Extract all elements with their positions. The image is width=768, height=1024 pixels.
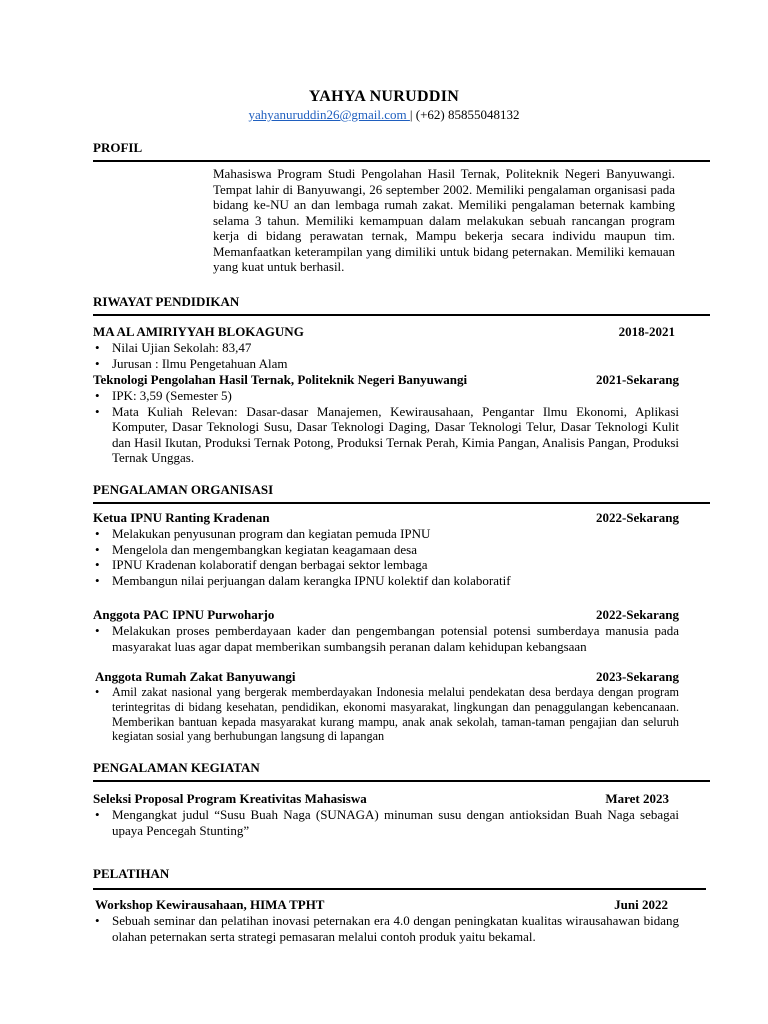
entry-period: 2022-Sekarang <box>595 510 679 525</box>
entry-bullets <box>93 685 679 744</box>
entry-period: 2018-2021 <box>618 324 675 339</box>
entry-period: 2021-Sekarang <box>595 372 679 387</box>
entry-header <box>93 607 679 622</box>
section-title-organisasi: PENGALAMAN ORGANISASI <box>93 482 274 497</box>
entry-period: 2023-Sekarang <box>595 669 679 684</box>
entry-title: Anggota Rumah Zakat Banyuwangi <box>95 669 296 684</box>
list-item: • Amil zakat nasional yang bergerak memberdayakan Indonesia melalui pendekatan desa berdaya dengan program terintegritas di bidang kesehatan, pendidikan, ekonomi masyarakat, lingkungan dan penaggulangan kebencanaan. Memberikan bantuan kepada masyarakat kurang mampu, anak anak sekolah, taman-taman pengajian dan seluruh kegiatan sosial yang berhubungan langsung di lapangan <box>93 685 679 744</box>
list-item: • Sebuah seminar dan pelatihan inovasi peternakan era 4.0 dengan peningkatan kualitas wirausahawan bidang olahan peternakan serta strategi pemasaran melalui contoh produk yaitu bekamal. <box>93 913 679 944</box>
section-divider <box>93 314 710 316</box>
entry-period: Maret 2023 <box>605 791 669 806</box>
entry-title: Workshop Kewirausahaan, HIMA TPHT <box>95 897 325 912</box>
section-title-pendidikan: RIWAYAT PENDIDIKAN <box>93 294 240 309</box>
resume-name: YAHYA NURUDDIN <box>308 88 460 105</box>
entry-bullets <box>93 913 679 944</box>
section-title-pelatihan: PELATIHAN <box>93 866 170 881</box>
list-item: • Mengelola dan mengembangkan kegiatan keagamaan desa <box>93 542 679 558</box>
list-item: • IPK: 3,59 (Semester 5) <box>93 388 679 404</box>
entry-title: Anggota PAC IPNU Purwoharjo <box>93 607 275 622</box>
list-item: • Mengangkat judul “Susu Buah Naga (SUNAGA) minuman susu dengan antioksidan Buah Naga sebagai upaya Pencegah Stunting” <box>93 807 679 838</box>
list-item: • IPNU Kradenan kolaboratif dengan berbagai sektor lembaga <box>93 557 679 573</box>
phone-number: | (+62) 85855048132 <box>409 107 520 122</box>
entry-title: Ketua IPNU Ranting Kradenan <box>93 510 270 525</box>
list-item: • Melakukan penyusunan program dan kegiatan pemuda IPNU <box>93 526 679 542</box>
section-divider <box>93 888 706 890</box>
entry-period: Juni 2022 <box>614 897 668 912</box>
entry-title: Seleksi Proposal Program Kreativitas Mahasiswa <box>93 791 367 806</box>
entry-header <box>93 510 679 525</box>
entry-bullets <box>93 807 679 838</box>
entry-bullets <box>93 388 679 466</box>
profil-text: Mahasiswa Program Studi Pengolahan Hasil Ternak, Politeknik Negeri Banyuwangi. Tempat lahir di Banyuwangi, 26 september 2002. Memiliki pengalaman organisasi pada bidang ke-NU an dan lembaga rumah zakat. Memiliki pengalaman beternak kambing selama 3 tahun. Memiliki kemampuan dalam melakukan sebuah rancangan program kerja di bidang perawatan ternak, Mampu bekerja secara individu maupun tim. Memanfaatkan keterampilan yang dimiliki untuk bidang peternakan. Memiliki kemauan yang kuat untuk berhasil. <box>213 166 675 274</box>
section-divider <box>93 780 710 782</box>
entry-period: 2022-Sekarang <box>595 607 679 622</box>
section-divider <box>93 502 710 504</box>
entry-bullets <box>93 340 679 371</box>
section-title-profil: PROFIL <box>93 140 143 155</box>
entry-title: MA AL AMIRIYYAH BLOKAGUNG <box>93 324 304 339</box>
entry-header <box>93 372 679 387</box>
list-item: • Nilai Ujian Sekolah: 83,47 <box>93 340 679 356</box>
email-link[interactable]: yahyanuruddin26@gmail.com <box>248 107 410 122</box>
section-title-kegiatan: PENGALAMAN KEGIATAN <box>93 760 260 775</box>
entry-header <box>93 324 679 339</box>
entry-header <box>95 897 668 912</box>
entry-header <box>93 791 669 806</box>
entry-bullets <box>93 623 679 654</box>
entry-header <box>95 669 679 684</box>
section-divider <box>93 160 710 162</box>
list-item: • Melakukan proses pemberdayaan kader dan pengembangan potensial potensi sumberdaya manusia pada masyarakat luas agar dapat memberikan sumbangsih peranan dalam kehidupan kebangsaan <box>93 623 679 654</box>
list-item: • Membangun nilai perjuangan dalam kerangka IPNU kolektif dan kolaboratif <box>93 573 679 589</box>
entry-title: Teknologi Pengolahan Hasil Ternak, Politeknik Negeri Banyuwangi <box>93 372 468 387</box>
list-item: • Jurusan : Ilmu Pengetahuan Alam <box>93 356 679 372</box>
list-item: • Mata Kuliah Relevan: Dasar-dasar Manajemen, Kewirausahaan, Pengantar Ilmu Ekonomi, Aplikasi Komputer, Dasar Teknologi Susu, Dasar Teknologi Daging, Dasar Teknologi Telur, Dasar Teknologi Kulit dan Hasil Ikutan, Produksi Ternak Potong, Produksi Ternak Perah, Kimia Pangan, Analisis Pangan, Produksi Ternak Unggas. <box>93 404 679 466</box>
entry-bullets <box>93 526 679 588</box>
contact-line <box>0 107 768 122</box>
